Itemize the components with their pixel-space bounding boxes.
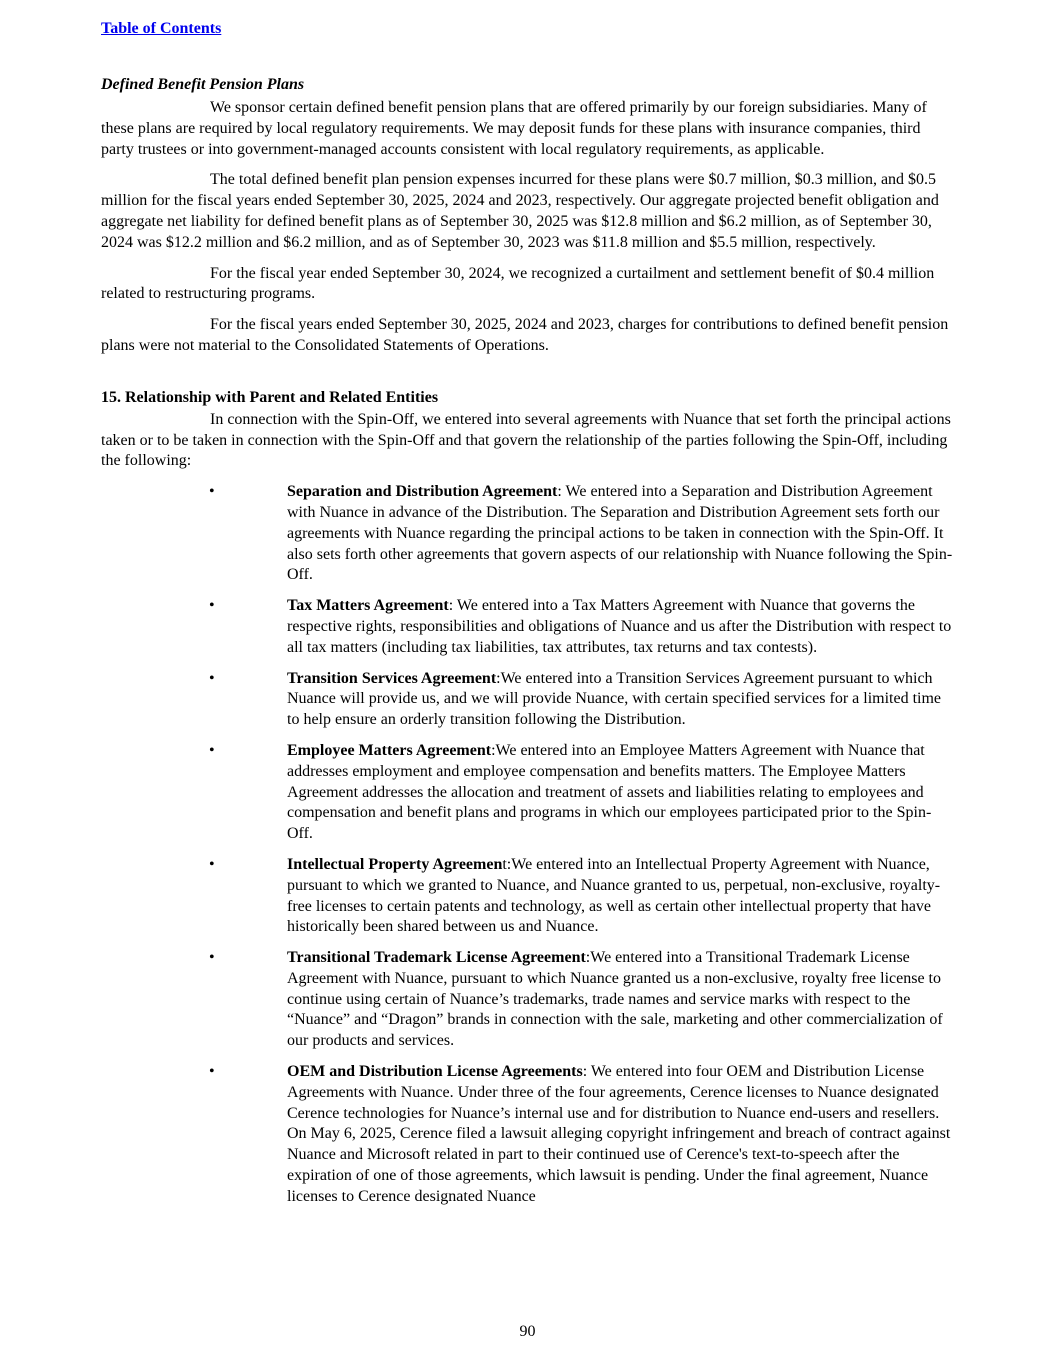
list-item-separation-distribution [101, 482, 957, 586]
agreement-description: t:We entered into an Intellectual Property Agreement with Nuance, pursuant to which we granted to Nuance, and Nuance granted to us, perpetual, non-exclusive, royalty-free licenses to certain patents and technology, as well as certain other intellectual property that have historically been shared between us and Nuance. [287, 855, 941, 936]
bullet-glyph: • [209, 741, 215, 759]
agreement-term: Tax Matters Agreement [287, 597, 449, 615]
agreement-term: OEM and Distribution License Agreements [287, 1063, 583, 1081]
agreement-term: Employee Matters Agreement [287, 741, 492, 759]
pension-paragraph-1: We sponsor certain defined benefit pension plans that are offered primarily by our foreign subsidiaries. Many of these plans are required by local regulatory requirements. We may deposit funds for these plans with insurance companies, third party trustees or into government-managed accounts consistent with local regulatory requirements, as applicable. [101, 99, 927, 158]
agreement-term: Intellectual Property Agreemen [287, 855, 503, 873]
list-item-intellectual-property [101, 855, 957, 938]
bullet-glyph: • [209, 597, 215, 615]
list-item-employee-matters [101, 741, 957, 845]
pension-plans-heading: Defined Benefit Pension Plans [101, 76, 305, 93]
agreement-term: Separation and Distribution Agreement [287, 483, 558, 501]
agreement-description: : We entered into a Tax Matters Agreement with Nuance that governs the respective rights, responsibilities and obligations of Nuance and us after the Distribution with respect to all tax matters (including tax liabilities, tax attributes, tax returns and tax contests). [287, 597, 952, 656]
pension-paragraph-4: For the fiscal years ended September 30, 2025, 2024 and 2023, charges for contributions to defined benefit pension plans were not material to the Consolidated Statements of Operations. [101, 316, 949, 354]
agreement-term: Transition Services Agreement [287, 669, 497, 687]
agreements-list [101, 482, 957, 1208]
bullet-glyph: • [209, 483, 215, 501]
pension-paragraph-2: The total defined benefit plan pension expenses incurred for these plans were $0.7 million, $0.3 million, and $0.5 million for the fiscal years ended September 30, 2025, 2024 and 2023, respectively. Our aggregate projected benefit obligation and aggregate net liability for defined benefit plans as of September 30, 2025 was $12.8 million and $6.2 million, as of September 30, 2024 was $12.2 million and $6.2 million, and as of September 30, 2023 was $11.8 million and $5.5 million, respectively. [101, 171, 939, 251]
related-entities-intro: In connection with the Spin-Off, we entered into several agreements with Nuance that set forth the principal actions taken or to be taken in connection with the Spin-Off and that govern the relationship of the parties following the Spin-Off, including the following: [101, 410, 951, 470]
document-page [101, 18, 957, 1208]
pension-paragraph-3: For the fiscal year ended September 30, 2024, we recognized a curtailment and settlement benefit of $0.4 million related to restructuring programs. [101, 264, 935, 303]
list-item-tax-matters [101, 596, 957, 658]
bullet-glyph: • [209, 855, 215, 873]
bullet-glyph: • [209, 669, 215, 687]
agreement-description: : We entered into a Separation and Distribution Agreement with Nuance in advance of the Distribution. The Separation and Distribution Agreement sets forth our agreements with Nuance regarding the principal actions to be taken in connection with the Spin-Off. It also sets forth other agreements that govern aspects of our relationship with Nuance following the Spin-Off. [287, 483, 953, 584]
agreement-description: :We entered into a Transitional Trademark License Agreement with Nuance, pursuant to which Nuance granted us a non-exclusive, royalty free license to continue using certain of Nuance’s trademarks, trade names and service marks with respect to the “Nuance” and “Dragon” brands in connection with the sale, marketing and other commercialization of our products and services. [287, 949, 943, 1050]
list-item-transitional-trademark [101, 948, 957, 1052]
table-of-contents-link[interactable]: Table of Contents [101, 20, 222, 37]
page-number: 90 [519, 1323, 536, 1340]
related-entities-heading: 15. Relationship with Parent and Related Entities [101, 388, 439, 406]
bullet-glyph: • [209, 1063, 215, 1081]
agreement-term: Transitional Trademark License Agreement [287, 949, 586, 967]
list-item-oem-distribution [101, 1062, 957, 1208]
agreement-description: :We entered into a Transition Services Agreement pursuant to which Nuance will provide us, and we will provide Nuance, with certain specified services for a limited time to help ensure an orderly transition following the Distribution. [287, 669, 942, 729]
agreement-description: : We entered into four OEM and Distribution License Agreements with Nuance. Under three of the four agreements, Cerence licenses to Nuance designated Cerence technologies for Nuance’s internal use and for distribution to Nuance end-users and resellers. On May 6, 2025, Cerence filed a lawsuit alleging copyright infringement and breach of contract against Nuance and Microsoft related in part to their continued use of Cerence's text-to-speech after the expiration of one of those agreements, which lawsuit is pending. Under the final agreement, Nuance licenses to Cerence designated Nuance [287, 1063, 951, 1205]
list-item-transition-services [101, 669, 957, 731]
bullet-glyph: • [209, 949, 215, 967]
agreement-description: :We entered into an Employee Matters Agreement with Nuance that addresses employment and employee compensation and benefits matters. The Employee Matters Agreement addresses the allocation and treatment of assets and liabilities relating to employees and compensation and benefit plans and programs in which our employees participated prior to the Spin-Off. [287, 741, 932, 843]
